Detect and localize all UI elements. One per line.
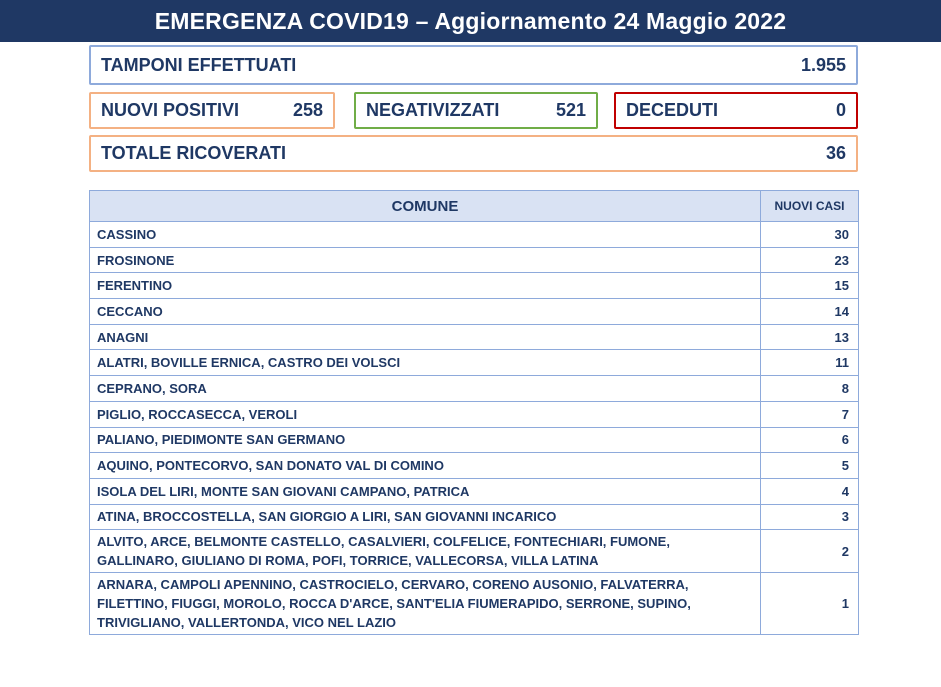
comune-cell: AQUINO, PONTECORVO, SAN DONATO VAL DI COMINO — [90, 453, 761, 479]
table-row — [90, 504, 859, 530]
table-row — [90, 573, 859, 635]
comune-cell: ALATRI, BOVILLE ERNICA, CASTRO DEI VOLSCI — [90, 350, 761, 376]
casi-cell: 8 — [761, 376, 859, 402]
casi-cell: 2 — [761, 530, 859, 573]
comune-cell: FROSINONE — [90, 247, 761, 273]
casi-cell: 1 — [761, 573, 859, 635]
table-row — [90, 427, 859, 453]
comune-cell: ATINA, BROCCOSTELLA, SAN GIORGIO A LIRI, SAN GIOVANNI INCARICO — [90, 504, 761, 530]
comuni-table — [89, 190, 859, 635]
table-row — [90, 453, 859, 479]
nuovi-positivi-box — [89, 92, 335, 129]
table-row — [90, 324, 859, 350]
casi-cell: 4 — [761, 478, 859, 504]
table-row — [90, 273, 859, 299]
casi-cell: 15 — [761, 273, 859, 299]
tamponi-label: TAMPONI EFFETTUATI — [101, 54, 297, 75]
table-row — [90, 350, 859, 376]
casi-cell: 6 — [761, 427, 859, 453]
comune-cell: CEPRANO, SORA — [90, 376, 761, 402]
comune-cell: PALIANO, PIEDIMONTE SAN GERMANO — [90, 427, 761, 453]
comune-cell: ARNARA, CAMPOLI APENNINO, CASTROCIELO, CERVARO, CORENO AUSONIO, FALVATERRA, FILETTINO, FIUGGI, MOROLO, ROCCA D'ARCE, SANT'ELIA FIUMERAPIDO, SERRONE, SUPINO, TRIVIGLIANO, VALLERTONDA, VICO NEL LAZIO — [90, 573, 761, 635]
comune-cell: ALVITO, ARCE, BELMONTE CASTELLO, CASALVIERI, COLFELICE, FONTECHIARI, FUMONE, GALLINARO, GIULIANO DI ROMA, POFI, TORRICE, VALLECORSA, VILLA LATINA — [90, 530, 761, 573]
negativizzati-label: NEGATIVIZZATI — [366, 100, 500, 120]
casi-cell: 7 — [761, 401, 859, 427]
page-title: EMERGENZA COVID19 – Aggiornamento 24 Maggio 2022 — [154, 7, 787, 34]
comune-cell: FERENTINO — [90, 273, 761, 299]
totale-ricoverati-box — [89, 135, 858, 172]
negativizzati-box — [354, 92, 598, 129]
comune-cell: CASSINO — [90, 222, 761, 248]
casi-cell: 5 — [761, 453, 859, 479]
table-row — [90, 247, 859, 273]
comune-column-header: COMUNE — [90, 191, 761, 222]
deceduti-box — [614, 92, 858, 129]
nuovi-positivi-value: 258 — [292, 100, 323, 120]
deceduti-label: DECEDUTI — [626, 100, 719, 120]
totale-ricoverati-label: TOTALE RICOVERATI — [101, 143, 287, 163]
negativizzati-value: 521 — [555, 100, 586, 120]
casi-cell: 3 — [761, 504, 859, 530]
table-row — [90, 401, 859, 427]
deceduti-value: 0 — [835, 100, 846, 120]
casi-cell: 30 — [761, 222, 859, 248]
table-header-row — [90, 191, 859, 222]
comune-cell: PIGLIO, ROCCASECCA, VEROLI — [90, 401, 761, 427]
tamponi-box — [89, 45, 858, 85]
nuovi-casi-column-header: NUOVI CASI — [761, 191, 859, 222]
tamponi-value: 1.955 — [800, 54, 846, 75]
totale-ricoverati-value: 36 — [825, 143, 846, 163]
comune-cell: ANAGNI — [90, 324, 761, 350]
table-row — [90, 376, 859, 402]
table-row — [90, 478, 859, 504]
casi-cell: 14 — [761, 299, 859, 325]
casi-cell: 11 — [761, 350, 859, 376]
casi-cell: 13 — [761, 324, 859, 350]
table-row — [90, 222, 859, 248]
page-header — [0, 0, 941, 42]
comune-cell: CECCANO — [90, 299, 761, 325]
nuovi-positivi-label: NUOVI POSITIVI — [101, 100, 240, 120]
table-row — [90, 530, 859, 573]
comune-cell: ISOLA DEL LIRI, MONTE SAN GIOVANI CAMPANO, PATRICA — [90, 478, 761, 504]
table-row — [90, 299, 859, 325]
casi-cell: 23 — [761, 247, 859, 273]
